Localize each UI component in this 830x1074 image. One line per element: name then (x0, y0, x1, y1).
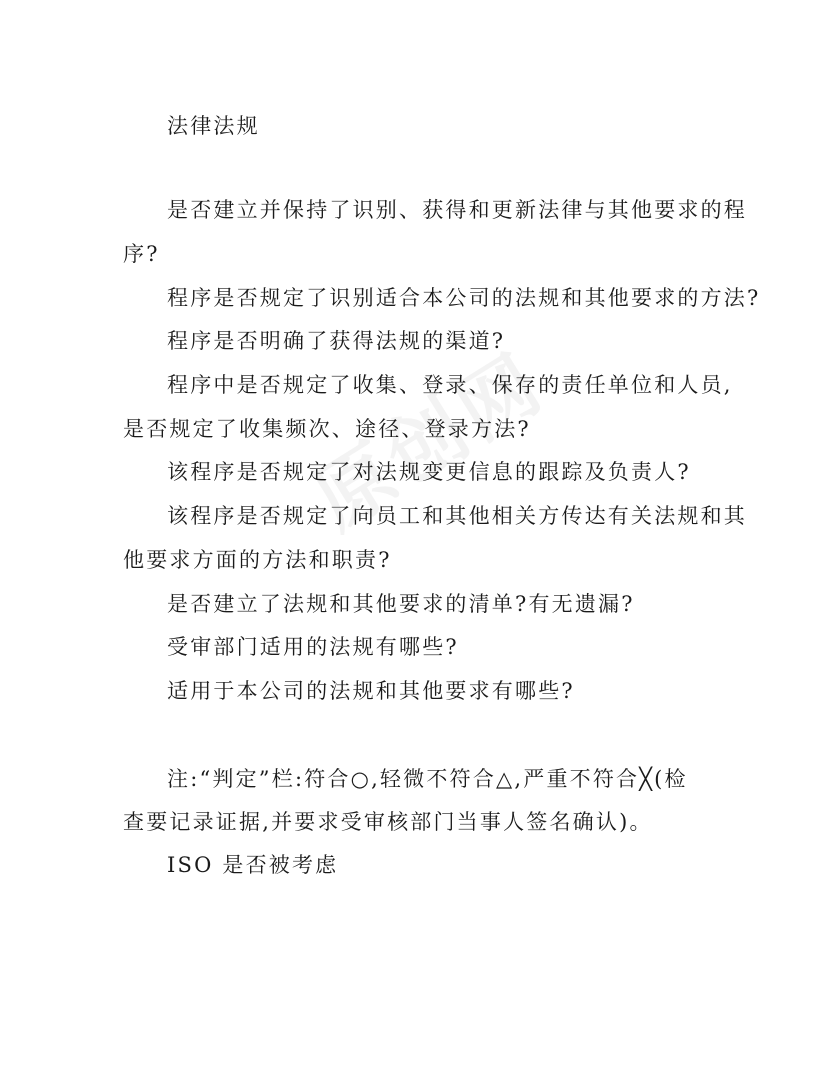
question-line-8: 该程序是否规定了向员工和其他相关方传达有关法规和其 (167, 504, 747, 528)
question-line-12: 适用于本公司的法规和其他要求有哪些? (167, 679, 575, 703)
question-line-10: 是否建立了法规和其他要求的清单?有无遗漏? (167, 592, 635, 616)
question-line-2: 序? (123, 242, 160, 266)
question-line-1: 是否建立并保持了识别、获得和更新法律与其他要求的程 (167, 198, 747, 222)
question-line-4: 程序是否明确了获得法规的渠道? (167, 329, 506, 353)
question-line-7: 该程序是否规定了对法规变更信息的跟踪及负责人? (167, 460, 691, 484)
question-line-11: 受审部门适用的法规有哪些? (167, 635, 459, 659)
iso-line: ISO 是否被考虑 (167, 853, 339, 877)
question-line-3: 程序是否规定了识别适合本公司的法规和其他要求的方法? (167, 286, 761, 310)
note-line-1: 注:“判定”栏:符合○,轻微不符合△,严重不符合╳(检 (167, 767, 688, 791)
note-line-2: 查要记录证据,并要求受审核部门当事人签名确认)。 (123, 810, 653, 834)
question-line-9: 他要求方面的方法和职责? (123, 548, 392, 572)
question-line-6: 是否规定了收集频次、途径、登录方法? (123, 417, 531, 441)
document-heading: 法律法规 (167, 114, 260, 138)
question-line-5: 程序中是否规定了收集、登录、保存的责任单位和人员, (167, 373, 733, 397)
